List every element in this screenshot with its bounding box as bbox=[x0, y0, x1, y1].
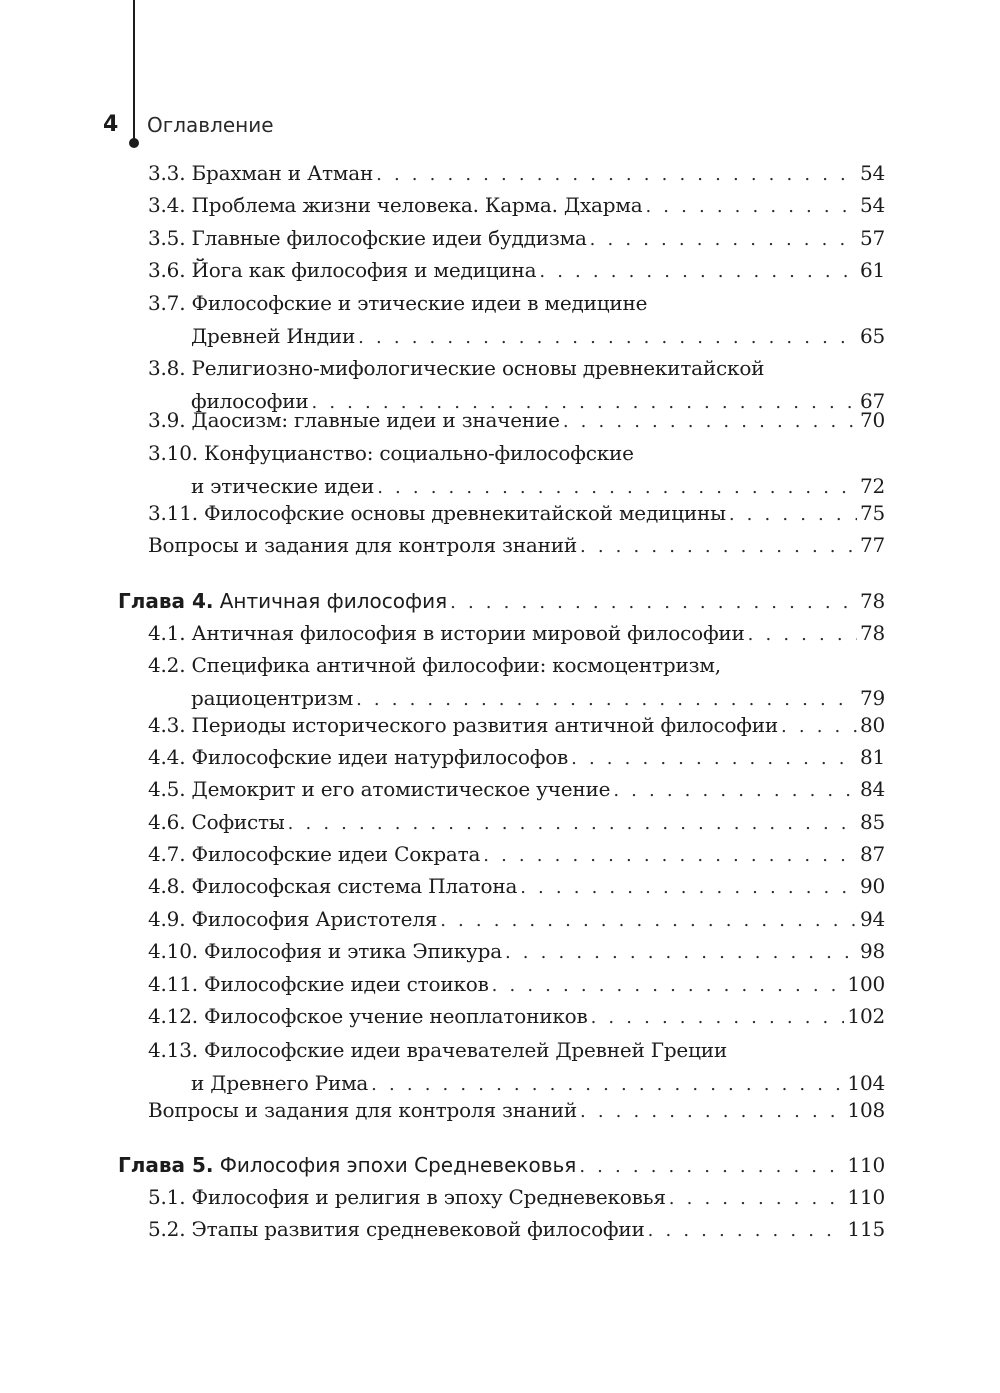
toc-entry bbox=[148, 254, 885, 287]
toc-entry bbox=[148, 741, 885, 774]
toc-entry bbox=[148, 649, 885, 714]
toc-entry bbox=[148, 529, 885, 562]
toc-entry bbox=[148, 838, 885, 871]
dot-leader bbox=[288, 808, 857, 841]
toc-line bbox=[148, 222, 885, 255]
dot-leader bbox=[539, 256, 857, 289]
toc-line bbox=[148, 935, 885, 968]
toc-line bbox=[148, 254, 885, 287]
toc-line bbox=[148, 404, 885, 437]
dot-leader bbox=[358, 322, 857, 355]
entry-title: 3.5. Главные философские идеи буддизма bbox=[148, 226, 587, 250]
page-ref: 65 bbox=[859, 323, 885, 348]
toc-line bbox=[148, 741, 885, 774]
toc-line bbox=[148, 189, 885, 222]
toc-entry bbox=[148, 222, 885, 255]
toc-line bbox=[118, 1149, 885, 1182]
entry-title: 4.8. Философская система Платона bbox=[148, 874, 518, 898]
toc-line bbox=[148, 287, 885, 320]
page-ref: 61 bbox=[859, 258, 885, 282]
toc-entry bbox=[148, 287, 885, 352]
page-ref: 100 bbox=[847, 972, 885, 996]
page-ref: 94 bbox=[859, 907, 885, 931]
entry-title: Вопросы и задания для контроля знаний bbox=[148, 1098, 577, 1122]
entry-title: Вопросы и задания для контроля знаний bbox=[148, 533, 577, 557]
toc-entry bbox=[148, 773, 885, 806]
toc-entry bbox=[148, 1213, 885, 1246]
chapter-title: Философия эпохи Средневековья bbox=[219, 1153, 577, 1177]
dot-leader bbox=[492, 970, 845, 1003]
entry-title: Древней Индии bbox=[191, 323, 356, 348]
dot-leader bbox=[580, 1096, 844, 1129]
page-ref: 85 bbox=[859, 810, 885, 834]
entry-title: 4.4. Философские идеи натурфилософов bbox=[148, 745, 569, 769]
toc-entry bbox=[148, 189, 885, 222]
toc-line bbox=[148, 157, 885, 190]
chapter-label: Глава 5. bbox=[118, 1153, 214, 1177]
toc-entry bbox=[148, 437, 885, 502]
page-ref: 110 bbox=[847, 1185, 885, 1209]
entry-title: 4.9. Философия Аристотеля bbox=[148, 907, 438, 931]
dot-leader bbox=[563, 406, 857, 439]
entry-title: 4.13. Философские идеи врачевателей Древней Греции bbox=[148, 1038, 727, 1062]
toc-line bbox=[148, 1213, 885, 1246]
page-ref: 78 bbox=[859, 621, 885, 645]
page-ref: 115 bbox=[847, 1217, 885, 1241]
page-ref: 87 bbox=[859, 842, 885, 866]
entry-title: и этические идеи bbox=[191, 473, 375, 498]
entry-title: 3.6. Йога как философия и медицина bbox=[148, 258, 537, 282]
toc-entry bbox=[148, 617, 885, 650]
page-ref: 77 bbox=[859, 533, 885, 557]
entry-title: 3.9. Даосизм: главные идеи и значение bbox=[148, 408, 560, 432]
entry-title: 4.3. Периоды исторического развития античной философии bbox=[148, 713, 779, 737]
toc-entry bbox=[148, 157, 885, 190]
toc-entry bbox=[148, 709, 885, 742]
entry-title: философии bbox=[191, 388, 309, 413]
page-ref: 84 bbox=[859, 777, 885, 801]
page-number: 4 bbox=[103, 112, 119, 137]
toc-entry bbox=[148, 903, 885, 936]
toc-line bbox=[148, 968, 885, 1001]
page-ref: 72 bbox=[859, 473, 885, 498]
page-ref: 104 bbox=[847, 1070, 885, 1095]
dot-leader bbox=[669, 1183, 845, 1216]
page-ref: 67 bbox=[859, 388, 885, 413]
toc-line bbox=[148, 617, 885, 650]
entry-title: 3.8. Религиозно-мифологические основы древнекитайской bbox=[148, 356, 765, 380]
entry-title: 3.10. Конфуцианство: социально-философские bbox=[148, 441, 634, 465]
chapter-heading bbox=[118, 1149, 576, 1182]
page-ref: 102 bbox=[847, 1004, 885, 1028]
page-ref: 98 bbox=[859, 939, 885, 963]
toc-entry bbox=[148, 968, 885, 1001]
dot-leader bbox=[748, 619, 857, 652]
margin-rule bbox=[133, 0, 135, 144]
page-ref: 70 bbox=[859, 408, 885, 432]
dot-leader bbox=[483, 840, 857, 873]
dot-leader bbox=[590, 224, 857, 257]
entry-title: и Древнего Рима bbox=[191, 1070, 369, 1095]
dot-leader bbox=[571, 743, 857, 776]
toc-line bbox=[148, 870, 885, 903]
page-ref: 81 bbox=[859, 745, 885, 769]
entry-title: 4.5. Демокрит и его атомистическое учение bbox=[148, 777, 611, 801]
entry-title: 5.1. Философия и религия в эпоху Средневековья bbox=[148, 1185, 666, 1209]
entry-title: 4.11. Философские идеи стоиков bbox=[148, 972, 489, 996]
toc-entry bbox=[148, 1000, 885, 1033]
dot-leader bbox=[440, 905, 857, 938]
toc-line bbox=[148, 903, 885, 936]
toc-line bbox=[148, 437, 885, 470]
toc-entry bbox=[148, 935, 885, 968]
toc-line bbox=[148, 709, 885, 742]
dot-leader bbox=[729, 499, 857, 532]
dot-leader bbox=[781, 711, 857, 744]
page-ref: 108 bbox=[847, 1098, 885, 1122]
entry-title: 4.12. Философское учение неоплатоников bbox=[148, 1004, 588, 1028]
chapter-heading bbox=[118, 585, 447, 618]
dot-leader bbox=[648, 1215, 845, 1248]
toc-line bbox=[148, 320, 885, 353]
dot-leader bbox=[580, 531, 857, 564]
toc-entry bbox=[148, 870, 885, 903]
toc-entry bbox=[148, 1181, 885, 1214]
entry-title: 4.2. Специфика античной философии: космоцентризм, bbox=[148, 653, 721, 677]
entry-title: 4.1. Античная философия в истории мировой философии bbox=[148, 621, 745, 645]
entry-title: 5.2. Этапы развития средневековой философии bbox=[148, 1217, 645, 1241]
dot-leader bbox=[591, 1002, 845, 1035]
toc-entry bbox=[148, 497, 885, 530]
toc-chapter bbox=[118, 1149, 885, 1182]
toc-entry bbox=[148, 1094, 885, 1127]
entry-title: 3.11. Философские основы древнекитайской медицины bbox=[148, 501, 726, 525]
toc-line bbox=[148, 806, 885, 839]
dot-leader bbox=[450, 587, 857, 620]
chapter-label: Глава 4. bbox=[118, 589, 214, 613]
entry-title: 3.7. Философские и этические идеи в медицине bbox=[148, 291, 648, 315]
dot-leader bbox=[505, 937, 857, 970]
page-ref: 75 bbox=[859, 501, 885, 525]
page-ref: 79 bbox=[859, 685, 885, 710]
toc-line bbox=[148, 838, 885, 871]
toc-line bbox=[148, 352, 885, 385]
dot-leader bbox=[613, 775, 857, 808]
entry-title: 4.6. Софисты bbox=[148, 810, 285, 834]
page-ref: 90 bbox=[859, 874, 885, 898]
toc-line bbox=[118, 585, 885, 618]
page-ref: 78 bbox=[859, 589, 885, 613]
page-ref: 57 bbox=[859, 226, 885, 250]
page-ref: 54 bbox=[859, 193, 885, 217]
running-title: Оглавление bbox=[147, 113, 274, 137]
toc-line bbox=[148, 1000, 885, 1033]
toc-chapter bbox=[118, 585, 885, 618]
entry-title: 4.7. Философские идеи Сократа bbox=[148, 842, 481, 866]
page-ref: 80 bbox=[859, 713, 885, 737]
toc-line bbox=[148, 1034, 885, 1067]
entry-title: рациоцентризм bbox=[191, 685, 354, 710]
margin-rule-dot bbox=[129, 138, 139, 148]
dot-leader bbox=[376, 159, 857, 192]
dot-leader bbox=[579, 1151, 844, 1184]
toc-line bbox=[148, 1181, 885, 1214]
entry-title: 3.4. Проблема жизни человека. Карма. Дхарма bbox=[148, 193, 643, 217]
dot-leader bbox=[520, 872, 857, 905]
toc-entry bbox=[148, 806, 885, 839]
page-ref: 54 bbox=[859, 161, 885, 185]
entry-title: 3.3. Брахман и Атман bbox=[148, 161, 374, 185]
dot-leader bbox=[645, 191, 856, 224]
page-ref: 110 bbox=[847, 1153, 885, 1177]
toc-line bbox=[148, 529, 885, 562]
chapter-title: Античная философия bbox=[219, 589, 448, 613]
toc-entry bbox=[148, 1034, 885, 1099]
toc-line bbox=[148, 773, 885, 806]
toc-line bbox=[148, 497, 885, 530]
entry-title: 4.10. Философия и этика Эпикура bbox=[148, 939, 502, 963]
toc-line bbox=[148, 1094, 885, 1127]
toc-entry bbox=[148, 404, 885, 437]
toc-line bbox=[148, 649, 885, 682]
